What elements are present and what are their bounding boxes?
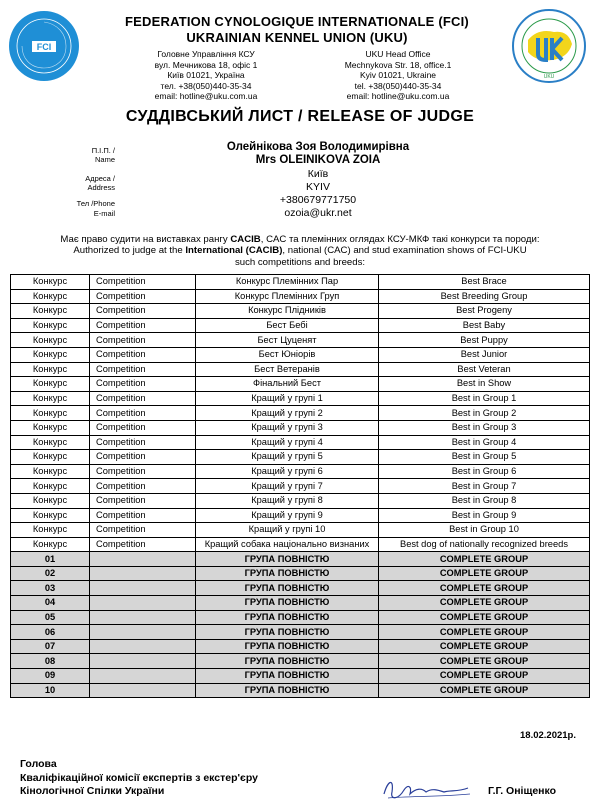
table-cell: Competition <box>90 537 196 552</box>
table-cell: ГРУПА ПОВНІСТЮ <box>196 683 379 698</box>
table-cell: Best Puppy <box>379 333 590 348</box>
table-cell: Конкурс <box>11 523 90 538</box>
right-address-line: email: hotline@uku.com.ua <box>346 91 450 102</box>
competition-row <box>11 289 590 304</box>
name-label-uk: П.І.П. / <box>91 146 115 155</box>
intro-text: , CAC та племінних оглядах КСУ-МКФ такі конкурси та породи: <box>260 234 540 245</box>
table-cell: Конкурс <box>11 479 90 494</box>
right-address-line: Mechnykova Str. 18, office.1 <box>344 59 452 70</box>
table-cell: Best Progeny <box>379 304 590 319</box>
group-row <box>11 669 590 684</box>
table-cell: 01 <box>11 552 90 567</box>
right-address-line: UKU Head Office <box>365 49 431 59</box>
judge-name-uk: Олейнікова Зоя Володимирівна <box>226 141 410 153</box>
intro-text: , national (CAC) and stud examination shows of FCI-UKU <box>282 245 527 257</box>
header-title-uku: UKRAINIAN KENNEL UNION (UKU) <box>186 30 408 45</box>
table-cell: Competition <box>90 318 196 333</box>
table-cell: Конкурс <box>11 275 90 290</box>
table-cell: Best in Group 4 <box>379 435 590 450</box>
table-cell: Best in Group 3 <box>379 420 590 435</box>
competition-row <box>11 464 590 479</box>
table-cell <box>90 566 196 581</box>
table-cell: ГРУПА ПОВНІСТЮ <box>196 669 379 684</box>
competition-row <box>11 391 590 406</box>
right-address-line: Kyiv 01021, Ukraine <box>359 70 437 81</box>
document-date: 18.02.2021р. <box>520 730 576 741</box>
table-cell: Конкурс <box>11 318 90 333</box>
table-cell: Кращий у групі 5 <box>196 450 379 465</box>
table-cell: COMPLETE GROUP <box>379 581 590 596</box>
table-cell: Конкурс <box>11 304 90 319</box>
table-cell: 05 <box>11 610 90 625</box>
competition-row <box>11 479 590 494</box>
group-row <box>11 596 590 611</box>
table-cell: Кращий у групі 4 <box>196 435 379 450</box>
email-label: E-mail <box>93 209 115 218</box>
group-row <box>11 625 590 640</box>
table-cell <box>90 683 196 698</box>
table-cell: Best dog of nationally recognized breeds <box>379 537 590 552</box>
group-row <box>11 552 590 567</box>
group-row <box>11 654 590 669</box>
table-cell: COMPLETE GROUP <box>379 566 590 581</box>
table-cell: Кращий у групі 7 <box>196 479 379 494</box>
table-cell: Competition <box>90 289 196 304</box>
table-cell: Competition <box>90 406 196 421</box>
competition-row <box>11 347 590 362</box>
table-cell: COMPLETE GROUP <box>379 552 590 567</box>
competition-row <box>11 333 590 348</box>
group-row <box>11 581 590 596</box>
authorization-line-en-2: such competitions and breeds: <box>234 256 366 268</box>
address-label-en: Address <box>87 183 115 192</box>
table-cell: Кращий у групі 10 <box>196 523 379 538</box>
table-cell <box>90 669 196 684</box>
table-cell: Конкурс <box>11 333 90 348</box>
judge-name-en: Mrs OLEINIKOVA ZOIA <box>255 154 381 166</box>
city-en: KYIV <box>306 181 330 193</box>
table-cell: Best Baby <box>379 318 590 333</box>
table-cell: Кращий у групі 6 <box>196 464 379 479</box>
table-cell: Competition <box>90 464 196 479</box>
competition-row <box>11 435 590 450</box>
right-address-line: tel. +38(050)440-35-34 <box>354 80 442 91</box>
table-cell: Competition <box>90 479 196 494</box>
table-cell: COMPLETE GROUP <box>379 610 590 625</box>
table-cell: Competition <box>90 450 196 465</box>
table-cell: COMPLETE GROUP <box>379 669 590 684</box>
table-cell: Конкурс <box>11 464 90 479</box>
table-cell: Competition <box>90 275 196 290</box>
table-cell: Конкурс Племінних Груп <box>196 289 379 304</box>
table-cell: Бест Бебі <box>196 318 379 333</box>
table-cell <box>90 552 196 567</box>
table-cell <box>90 625 196 640</box>
table-cell: ГРУПА ПОВНІСТЮ <box>196 566 379 581</box>
table-cell: Конкурс <box>11 406 90 421</box>
group-row <box>11 683 590 698</box>
table-cell: COMPLETE GROUP <box>379 683 590 698</box>
table-cell: Best in Group 9 <box>379 508 590 523</box>
table-cell <box>90 581 196 596</box>
table-cell <box>90 596 196 611</box>
table-cell: Бест Юніорів <box>196 347 379 362</box>
authorization-text <box>30 234 570 268</box>
left-address-block <box>126 49 286 102</box>
table-cell: 10 <box>11 683 90 698</box>
intro-bold: CACIB <box>230 234 261 245</box>
group-row <box>11 566 590 581</box>
table-cell: Фінальний Бест <box>196 377 379 392</box>
table-cell: Competition <box>90 493 196 508</box>
name-label-en: Name <box>94 155 115 164</box>
table-cell: Best Veteran <box>379 362 590 377</box>
table-cell: Конкурс <box>11 493 90 508</box>
competition-row <box>11 275 590 290</box>
table-cell: 03 <box>11 581 90 596</box>
intro-bold: International (CACIB) <box>185 245 283 257</box>
table-cell: Best in Group 10 <box>379 523 590 538</box>
table-cell: 02 <box>11 566 90 581</box>
competition-row <box>11 304 590 319</box>
fci-logo-text: FCI <box>36 42 52 52</box>
handwritten-signature <box>378 770 476 806</box>
right-address-block <box>318 49 478 102</box>
table-cell: Конкурс <box>11 420 90 435</box>
competition-row <box>11 450 590 465</box>
table-cell <box>90 639 196 654</box>
table-cell: Кращий у групі 9 <box>196 508 379 523</box>
table-cell: Best in Group 1 <box>379 391 590 406</box>
table-cell: Competition <box>90 347 196 362</box>
signature-line: Кінологічної Спілки України <box>20 785 165 797</box>
table-cell: Конкурс <box>11 450 90 465</box>
table-cell: ГРУПА ПОВНІСТЮ <box>196 596 379 611</box>
competition-row <box>11 377 590 392</box>
table-cell: Бест Ветеранів <box>196 362 379 377</box>
table-cell: Конкурс Плідників <box>196 304 379 319</box>
address-label-uk: Адреса / <box>85 174 115 183</box>
table-cell: Competition <box>90 304 196 319</box>
table-cell: ГРУПА ПОВНІСТЮ <box>196 552 379 567</box>
table-cell: Кращий у групі 1 <box>196 391 379 406</box>
authorization-line-en <box>30 245 570 256</box>
uku-logo-text: UKU <box>543 74 555 80</box>
left-address-line: email: hotline@uku.com.ua <box>154 91 258 102</box>
table-cell: Best in Group 2 <box>379 406 590 421</box>
table-cell: Конкурс <box>11 347 90 362</box>
competition-row <box>11 420 590 435</box>
table-cell: Best in Group 8 <box>379 493 590 508</box>
table-cell: 09 <box>11 669 90 684</box>
table-cell: Best in Group 6 <box>379 464 590 479</box>
table-cell: 08 <box>11 654 90 669</box>
competition-row <box>11 362 590 377</box>
table-cell: ГРУПА ПОВНІСТЮ <box>196 610 379 625</box>
left-address-line: вул. Мечникова 18, офіс 1 <box>154 59 258 70</box>
left-address-line: Київ 01021, Україна <box>167 70 245 81</box>
table-cell: COMPLETE GROUP <box>379 625 590 640</box>
table-cell: Best Breeding Group <box>379 289 590 304</box>
competition-row <box>11 537 590 552</box>
table-cell: Кращий у групі 3 <box>196 420 379 435</box>
table-cell: Кращий у групі 8 <box>196 493 379 508</box>
table-cell: 07 <box>11 639 90 654</box>
address-label <box>55 174 115 192</box>
email-value: ozoia@ukr.net <box>284 207 352 219</box>
table-cell: Competition <box>90 420 196 435</box>
table-cell <box>90 610 196 625</box>
table-cell: Бест Цуценят <box>196 333 379 348</box>
table-cell: Competition <box>90 391 196 406</box>
table-cell: ГРУПА ПОВНІСТЮ <box>196 625 379 640</box>
table-cell: Best Brace <box>379 275 590 290</box>
name-label <box>55 146 115 164</box>
competition-row <box>11 523 590 538</box>
table-cell: Best in Show <box>379 377 590 392</box>
competition-row <box>11 318 590 333</box>
table-cell: Конкурс <box>11 391 90 406</box>
table-cell: Конкурс <box>11 508 90 523</box>
table-cell: Кращий у групі 2 <box>196 406 379 421</box>
table-cell: Competition <box>90 523 196 538</box>
intro-text: Має право судити на виставках рангу <box>60 234 231 245</box>
city-uk: Київ <box>307 168 329 180</box>
signature-line: Голова <box>20 758 57 770</box>
signature-line: Кваліфікаційної комісії експертів з екстер'єру <box>20 771 258 784</box>
table-cell: Best Junior <box>379 347 590 362</box>
table-cell: ГРУПА ПОВНІСТЮ <box>196 639 379 654</box>
table-cell: Кращий собака національно визнаних <box>196 537 379 552</box>
table-cell: Competition <box>90 362 196 377</box>
intro-text: Authorized to judge at the <box>73 245 186 257</box>
signatory-name: Г.Г. Оніщенко <box>488 785 557 797</box>
fci-logo <box>8 10 80 82</box>
competition-row <box>11 406 590 421</box>
group-row <box>11 639 590 654</box>
table-cell <box>90 654 196 669</box>
table-cell: Competition <box>90 435 196 450</box>
competition-row <box>11 508 590 523</box>
table-cell: COMPLETE GROUP <box>379 596 590 611</box>
table-cell: ГРУПА ПОВНІСТЮ <box>196 581 379 596</box>
document-title: СУДДІВСЬКИЙ ЛИСТ / RELEASE OF JUDGE <box>125 108 475 125</box>
table-cell: Конкурс <box>11 362 90 377</box>
phone-label: Тел /Phone <box>76 199 115 208</box>
table-cell: Competition <box>90 377 196 392</box>
left-address-line: Головне Управління КСУ <box>157 49 255 59</box>
table-cell: Конкурс <box>11 435 90 450</box>
competitions-table <box>10 274 590 698</box>
table-cell: 06 <box>11 625 90 640</box>
table-cell: Best in Group 5 <box>379 450 590 465</box>
group-row <box>11 610 590 625</box>
authorization-line-uk <box>30 234 570 245</box>
header-title-fci: FEDERATION CYNOLOGIQUE INTERNATIONALE (FCI) <box>125 14 469 29</box>
phone-value: +380679771750 <box>279 194 357 206</box>
table-cell: Конкурс Племінних Пар <box>196 275 379 290</box>
table-cell: COMPLETE GROUP <box>379 639 590 654</box>
table-cell: Конкурс <box>11 289 90 304</box>
table-cell: Best in Group 7 <box>379 479 590 494</box>
signature-title <box>20 758 258 799</box>
uku-logo <box>510 8 588 84</box>
table-cell: 04 <box>11 596 90 611</box>
table-cell: Competition <box>90 508 196 523</box>
table-cell: ГРУПА ПОВНІСТЮ <box>196 654 379 669</box>
competition-row <box>11 493 590 508</box>
table-cell: COMPLETE GROUP <box>379 654 590 669</box>
left-address-line: тел. +38(050)440-35-34 <box>160 80 252 91</box>
table-cell: Конкурс <box>11 537 90 552</box>
table-cell: Конкурс <box>11 377 90 392</box>
table-cell: Competition <box>90 333 196 348</box>
